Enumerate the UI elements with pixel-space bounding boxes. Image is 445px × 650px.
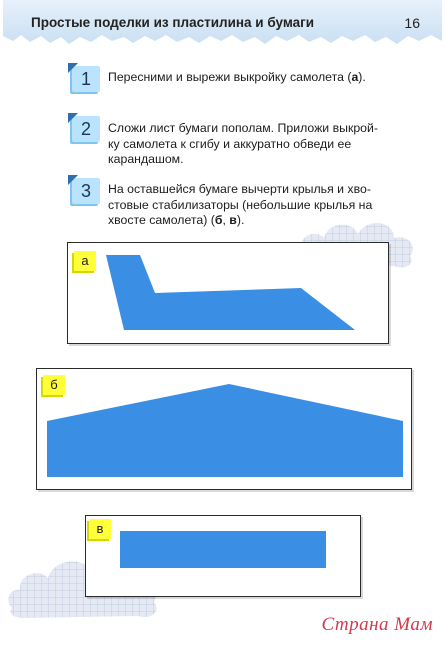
header-band xyxy=(3,0,442,46)
step-3-line-2: стовые стабилизаторы (небольшие крылья на xyxy=(108,197,373,212)
pattern-panel-b xyxy=(36,368,412,490)
panel-label-b: б xyxy=(43,375,65,395)
step-number-3: 3 xyxy=(72,178,100,204)
stabilizer-shape xyxy=(86,516,362,598)
step-number-1: 1 xyxy=(72,66,100,92)
page-number: 16 xyxy=(404,15,420,31)
panel-label-a: а xyxy=(74,251,96,271)
step-3-line-3: хвосте самолета) (б, в). xyxy=(108,213,245,227)
step-text-1 xyxy=(108,70,366,86)
step-2-line-2: ку самолета к сгибу и аккуратно обведи ее xyxy=(108,136,352,151)
step-2-line-3: карандашом. xyxy=(108,152,184,166)
pattern-panel-c xyxy=(85,515,361,597)
fuselage-shape xyxy=(68,243,390,345)
wings-shape xyxy=(37,369,413,491)
page-title: Простые поделки из пластилина и бумаги xyxy=(31,15,315,30)
step-text-2 xyxy=(108,121,378,168)
step-3-line-1: На оставшейся бумаге вычерти крылья и хво- xyxy=(108,182,371,196)
step-2-line-1: Сложи лист бумаги пополам. Приложи выкрой- xyxy=(108,121,378,135)
step-number-2: 2 xyxy=(72,116,100,142)
panel-label-c: в xyxy=(89,519,111,539)
step-1-line-1: Пересними и вырежи выкройку самолета (а). xyxy=(108,70,366,84)
pattern-panel-a xyxy=(67,242,389,344)
site-watermark: Страна Мам xyxy=(321,614,433,635)
header-torn-edge xyxy=(3,32,442,46)
